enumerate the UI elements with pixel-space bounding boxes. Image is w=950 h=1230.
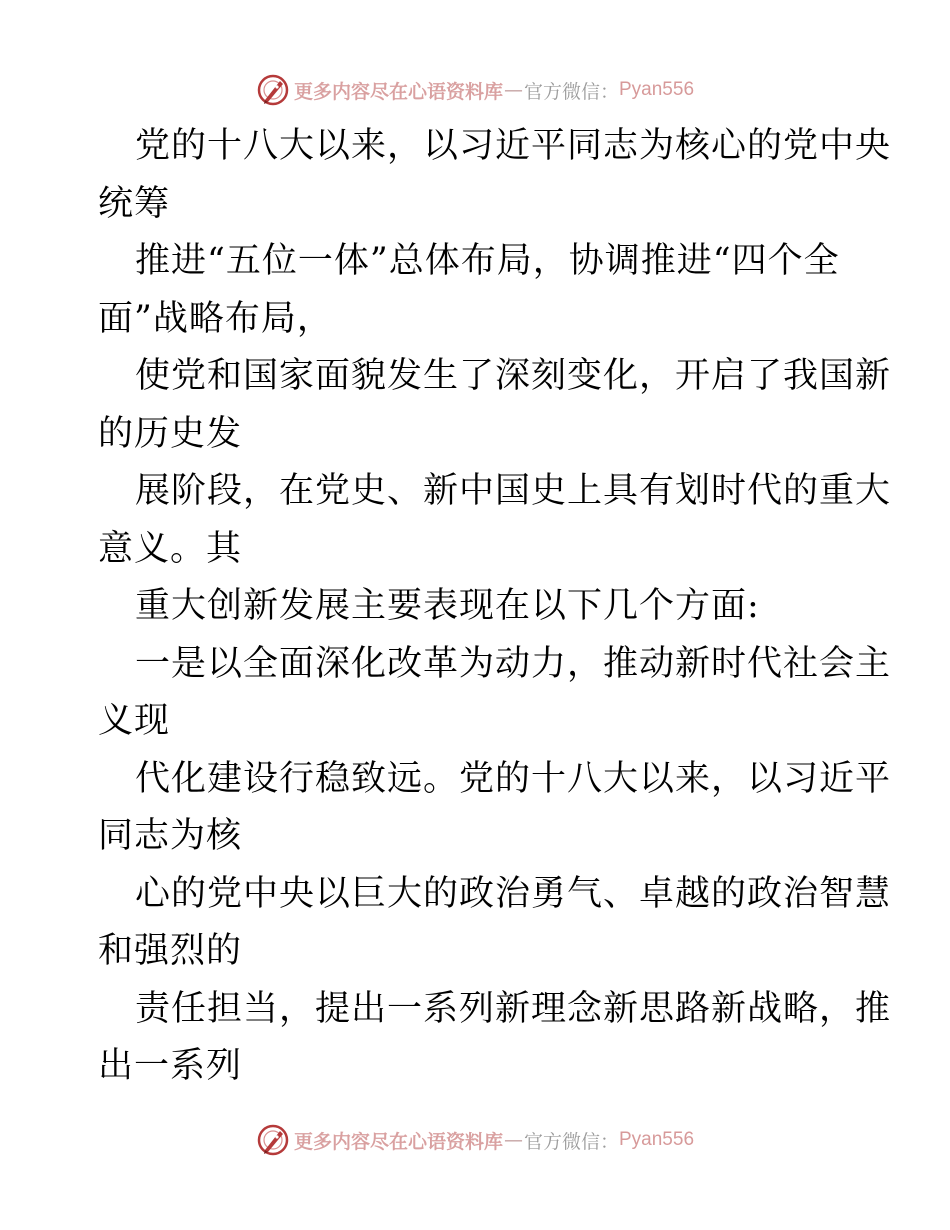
pen-logo-icon xyxy=(256,73,290,107)
text-line: 心的党中央以巨大的政治勇气、卓越的政治智慧 xyxy=(135,873,892,914)
banner-wechat-label: 官方微信： xyxy=(523,1130,619,1153)
text-line: 党的十八大以来，以习近平同志为核心的党中央 xyxy=(135,126,892,166)
text-line: 使党和国家面貌发生了深刻变化，开启了我国新 xyxy=(135,356,892,396)
banner-dash: — xyxy=(503,1129,523,1151)
text-line: 代化建设行稳致远。党的十八大以来，以习近平 xyxy=(135,758,892,799)
text-line: 重大创新发展主要表现在以下几个方面: xyxy=(135,586,760,626)
text-line: 同志为核 xyxy=(98,816,243,856)
banner-wechat-id: Pyan556 xyxy=(619,79,695,100)
text-line: 的历史发 xyxy=(98,413,243,454)
text-line: 统筹 xyxy=(98,183,171,224)
banner-wechat-label: 官方微信： xyxy=(523,80,619,103)
text-line: 面”战略布局， xyxy=(98,298,333,339)
text-line: 展阶段，在党史、新中国史上具有划时代的重大 xyxy=(135,471,892,511)
text-line: 和强烈的 xyxy=(98,931,243,971)
text-line: 出一系列 xyxy=(98,1046,243,1086)
text-line: 推进“五位一体”总体布局，协调推进“四个全 xyxy=(135,241,840,281)
pen-logo-icon xyxy=(256,1123,290,1157)
banner-dash: — xyxy=(503,79,523,101)
header-watermark xyxy=(0,72,950,108)
text-line: 意义。其 xyxy=(98,528,243,569)
banner-text: 更多内容尽在心语资料库 xyxy=(293,1130,503,1153)
banner-wechat-id: Pyan556 xyxy=(619,1129,695,1150)
text-line: 一是以全面深化改革为动力，推动新时代社会主 xyxy=(135,643,892,684)
document-body xyxy=(98,118,892,1096)
text-line: 义现 xyxy=(98,701,171,741)
banner-text: 更多内容尽在心语资料库 xyxy=(293,80,503,103)
footer-watermark xyxy=(0,1122,950,1158)
text-line: 责任担当，提出一系列新理念新思路新战略，推 xyxy=(135,988,892,1029)
